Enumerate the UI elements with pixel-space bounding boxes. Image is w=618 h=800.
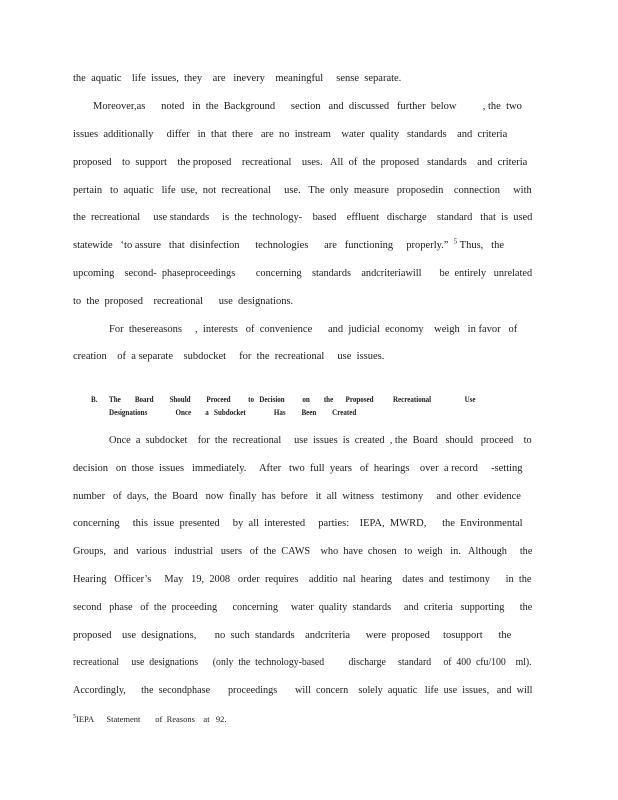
body-line: second phase of the proceeding concerning water quality standards and criteria supporting the [73,602,533,613]
footnote-reference: 5 [453,237,458,246]
body-line: decision on those issues immediately. After two full years of hearings over a record -setting [73,463,523,474]
body-line: the aquatic life issues, they are inevery meaningful sense separate. [73,73,402,84]
section-heading-line-2: Designations Once a Subdocket Has Been Created [109,408,357,417]
body-line: pertain to aquatic life use, not recreational use. The only measure proposedin connection with [73,185,532,196]
footnote-number: 5 [73,714,76,721]
body-line: upcoming second- phaseproceedings concerning standards andcriteriawill be entirely unrelated [73,268,533,279]
footnote [73,714,227,724]
body-line-text: statewide ‘to assure that disinfection technologies are functioning properly.” [73,240,449,251]
section-heading-line-1: The Board Should Proceed to Decision on the Proposed Recreational Use [109,395,476,404]
body-line: Hearing Officer’s May 19, 2008 order requires additio nal hearing dates and testimony in the [73,574,532,585]
section-letter: B. [91,395,98,404]
body-line: Accordingly, the secondphase proceedings will concern solely aquatic life use issues, and will [73,685,533,696]
body-line: number of days, the Board now finally has before it all witness testimony and other evidence [73,491,521,502]
body-line [73,237,504,252]
body-line-tail: Thus, the [457,240,504,251]
body-line: Moreover,as noted in the Background section and discussed further below , the two [93,101,522,112]
body-line: creation of a separate subdocket for the recreational use issues. [73,351,385,362]
body-line: recreational use designations (only the technology-based discharge standard of 400 cfu/100 ml). [73,657,532,668]
body-line: Once a subdocket for the recreational use issues is created , the Board should proceed to [109,435,532,446]
body-line: issues additionally differ in that there are no instream water quality standards and criteria [73,129,508,140]
body-line: For thesereasons , interests of convenience and judicial economy weigh in favor of [109,324,518,335]
body-line: concerning this issue presented by all interested parties: IEPA, MWRD, the Environmental [73,518,523,529]
body-line: proposed to support the proposed recreational uses. All of the proposed standards and criteria [73,157,528,168]
body-line: proposed use designations, no such standards andcriteria were proposed tosupport the [73,630,512,641]
body-line: to the proposed recreational use designations. [73,296,294,307]
footnote-text: IEPA Statement of Reasons at 92. [76,714,227,724]
body-line: Groups, and various industrial users of the CAWS who have chosen to weigh in. Although the [73,546,533,557]
body-line: the recreational use standards is the technology- based effluent discharge standard that is used [73,212,533,223]
